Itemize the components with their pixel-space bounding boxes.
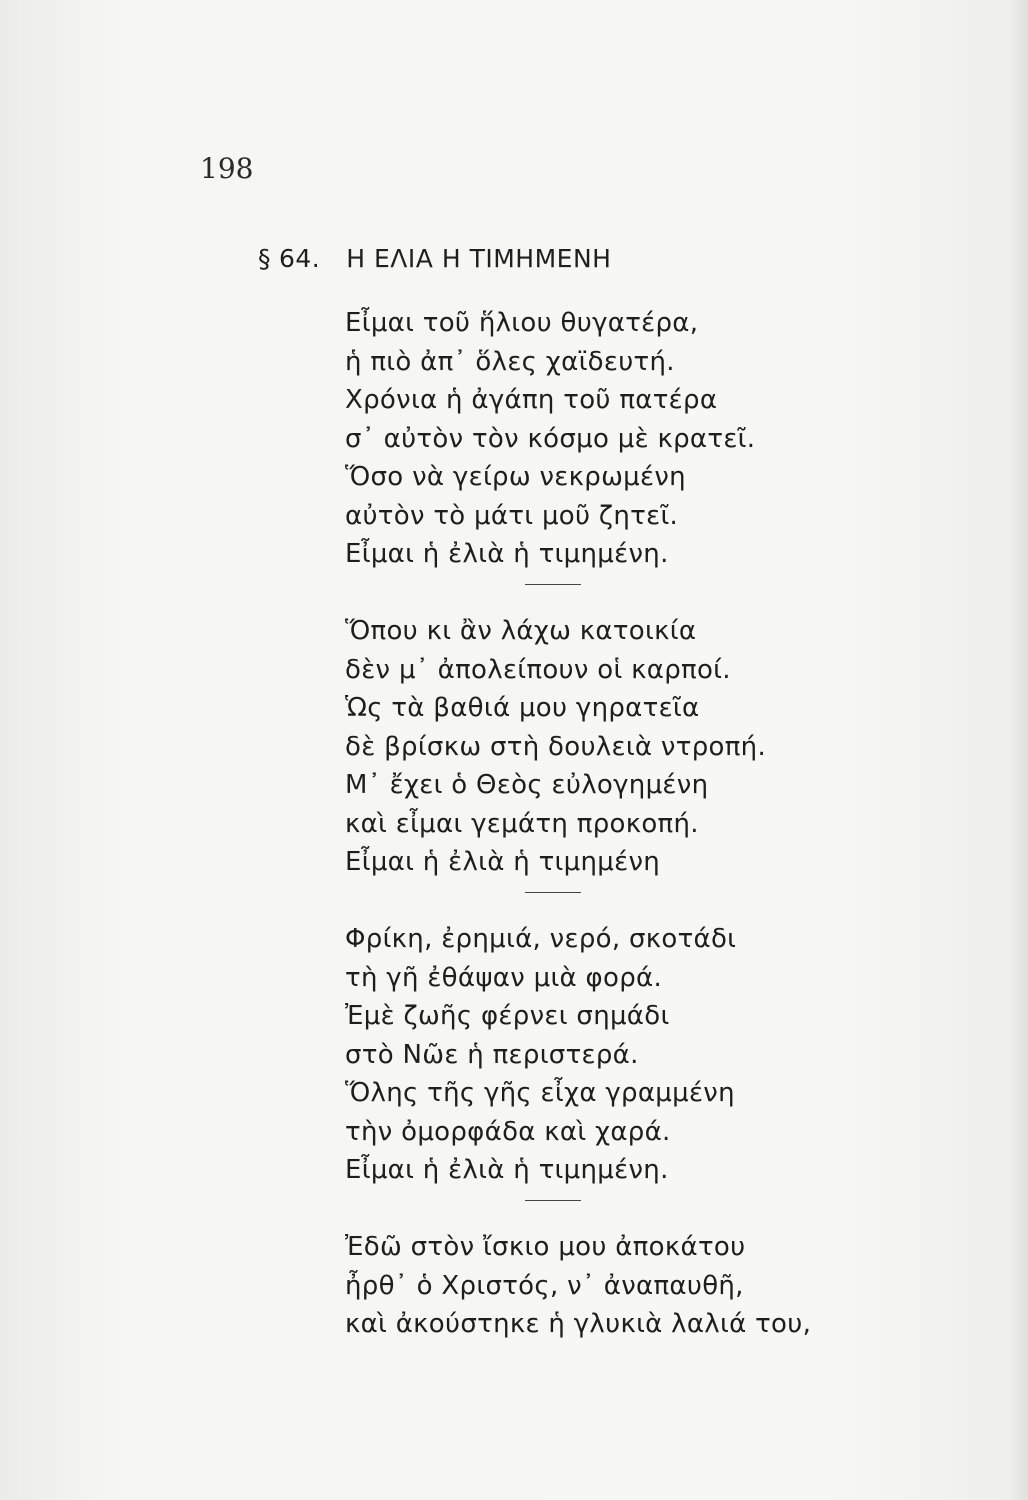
poem-line: στὸ Νῶε ἡ περιστερά. <box>345 1039 639 1070</box>
poem-line: Ὅλης τῆς γῆς εἶχα γραμμένη <box>345 1078 735 1108</box>
poem-line: σ᾽ αὐτὸν τὸν κόσμο μὲ κρατεῖ. <box>345 423 756 454</box>
section-number: 64. <box>279 244 321 273</box>
poem-line: τὴν ὀμορφάδα καὶ χαρά. <box>345 1116 671 1147</box>
poem-line: Εἶμαι τοῦ ἥλιου θυγατέρα, <box>345 308 699 338</box>
section-mark: § <box>258 244 271 273</box>
poem-line: Χρόνια ἡ ἀγάπη τοῦ πατέρα <box>345 385 718 415</box>
section-title: Η ΕΛΙΑ Η ΤΙΜΗΜΕΝΗ <box>346 244 612 273</box>
poem-line: δὲν μ᾽ ἀπολείπουν οἱ καρποί. <box>345 654 731 685</box>
poem-line: Ὅπου κι ἂν λάχω κατοικία <box>345 616 697 646</box>
poem-line: Εἶμαι ἡ ἐλιὰ ἡ τιμημένη <box>345 847 661 877</box>
stanza-4 <box>345 1228 985 1344</box>
poem-line: ἡ πιὸ ἀπ᾽ ὅλες χαϊδευτή. <box>345 346 675 377</box>
stanza-3 <box>345 920 985 1190</box>
poem-line: Φρίκη, ἐρημιά, νερό, σκοτάδι <box>345 924 737 954</box>
page-number: 198 <box>200 152 254 185</box>
stanza-divider <box>345 574 985 613</box>
poem-line: Ὅσο νὰ γείρω νεκρωμένη <box>345 462 686 492</box>
stanza-1 <box>345 304 985 574</box>
section-heading <box>258 244 611 273</box>
poem-line: τὴ γῆ ἐθάψαν μιὰ φορά. <box>345 962 663 993</box>
poem-line: δὲ βρίσκω στὴ δουλειὰ ντροπή. <box>345 731 767 762</box>
poem-line: Ὡς τὰ βαθιά μου γηρατεῖα <box>345 693 700 723</box>
poem-line: ἦρθ᾽ ὁ Χριστός, ν᾽ ἀναπαυθῆ, <box>345 1270 744 1301</box>
page-edge-shadow <box>1010 0 1028 1500</box>
stanza-divider <box>345 882 985 921</box>
stanza-2 <box>345 612 985 882</box>
poem-line: Ἐδῶ στὸν ἴσκιο μου ἀποκάτου <box>345 1232 746 1262</box>
poem-line: καὶ ἀκούστηκε ἡ γλυκιὰ λαλιά του, <box>345 1309 812 1339</box>
poem <box>345 304 985 1344</box>
poem-line: Ἐμὲ ζωῆς φέρνει σημάδι <box>345 1001 670 1031</box>
poem-line: Εἶμαι ἡ ἐλιὰ ἡ τιμημένη. <box>345 539 669 569</box>
poem-line: αὐτὸν τὸ μάτι μοῦ ζητεῖ. <box>345 500 679 531</box>
poem-line: καὶ εἶμαι γεμάτη προκοπή. <box>345 808 699 839</box>
stanza-divider <box>345 1190 985 1229</box>
poem-line: Εἶμαι ἡ ἐλιὰ ἡ τιμημένη. <box>345 1155 669 1185</box>
poem-line: Μ᾽ ἔχει ὁ Θεὸς εὐλογημένη <box>345 770 709 800</box>
